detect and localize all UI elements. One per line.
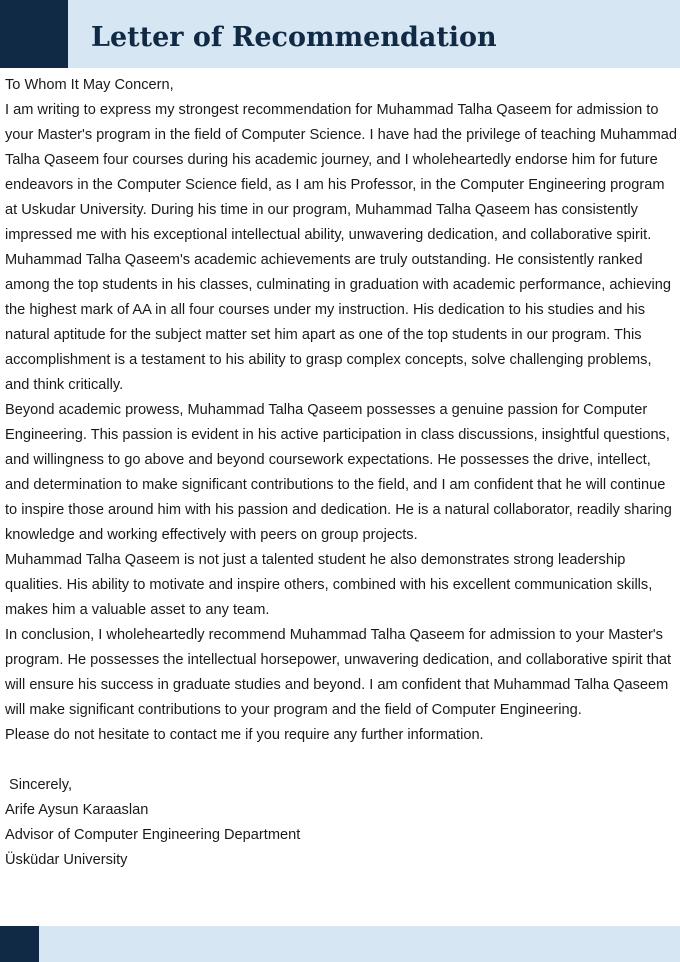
paragraph-contact: Please do not hesitate to contact me if you require any further information. xyxy=(5,727,484,743)
paragraph-passion: Beyond academic prowess, Muhammad Talha Qaseem possesses a genuine passion for Computer Engineering. This passion is evident in his active participation in class discussions, insightful questions, and willingness to go above and beyond coursework expectations. He possesses the drive, intellect, and determination to make significant contributions to the field, and I am confident that he will continue to inspire those around him with his passion and dedication. He is a natural collaborator, readily sharing knowledge and working effectively with peers on group projects. xyxy=(5,402,672,543)
paragraph-academic-achievements: Muhammad Talha Qaseem's academic achievements are truly outstanding. He consistently ranked among the top students in his classes, culminating in graduation with academic performance, achieving the highest mark of AA in all four courses under my instruction. His dedication to his studies and his natural aptitude for the subject matter set him apart as one of the top students in our program. This accomplishment is a testament to his ability to grasp complex concepts, solve challenging problems, and think critically. xyxy=(5,252,672,393)
footer-band xyxy=(0,926,680,962)
page-title: Letter of Recommendation xyxy=(91,22,497,53)
header-accent-block xyxy=(0,0,68,68)
paragraph-leadership: Muhammad Talha Qaseem is not just a talented student he also demonstrates strong leadership qualities. His ability to motivate and inspire others, combined with his excellent communication skills, makes him a valuable asset to any team. xyxy=(5,552,653,618)
letter-body xyxy=(5,73,678,873)
paragraph-introduction: I am writing to express my strongest recommendation for Muhammad Talha Qaseem for admission to your Master's program in the field of Computer Science. I have had the privilege of teaching Muhammad Talha Qaseem four courses during his academic journey, and I wholeheartedly endorse him for future endeavors in the Computer Science field, as I am his Professor, in the Computer Engineering program at Uskudar University. During his time in our program, Muhammad Talha Qaseem has consistently impressed me with his exceptional intellectual ability, unwavering dedication, and collaborative spirit. xyxy=(5,102,678,243)
footer-accent-block xyxy=(0,926,39,962)
signer-position: Advisor of Computer Engineering Department xyxy=(5,827,301,843)
signer-name: Arife Aysun Karaaslan xyxy=(5,802,149,818)
signature-block xyxy=(5,773,678,873)
paragraph-conclusion: In conclusion, I wholeheartedly recommend Muhammad Talha Qaseem for admission to your Master's program. He possesses the intellectual horsepower, unwavering dedication, and collaborative spirit that will ensure his success in graduate studies and beyond. I am confident that Muhammad Talha Qaseem will make significant contributions to your program and the field of Computer Engineering. xyxy=(5,627,672,718)
signer-institution: Üsküdar University xyxy=(5,852,128,868)
salutation: To Whom It May Concern, xyxy=(5,77,174,93)
signoff: Sincerely, xyxy=(5,777,73,793)
